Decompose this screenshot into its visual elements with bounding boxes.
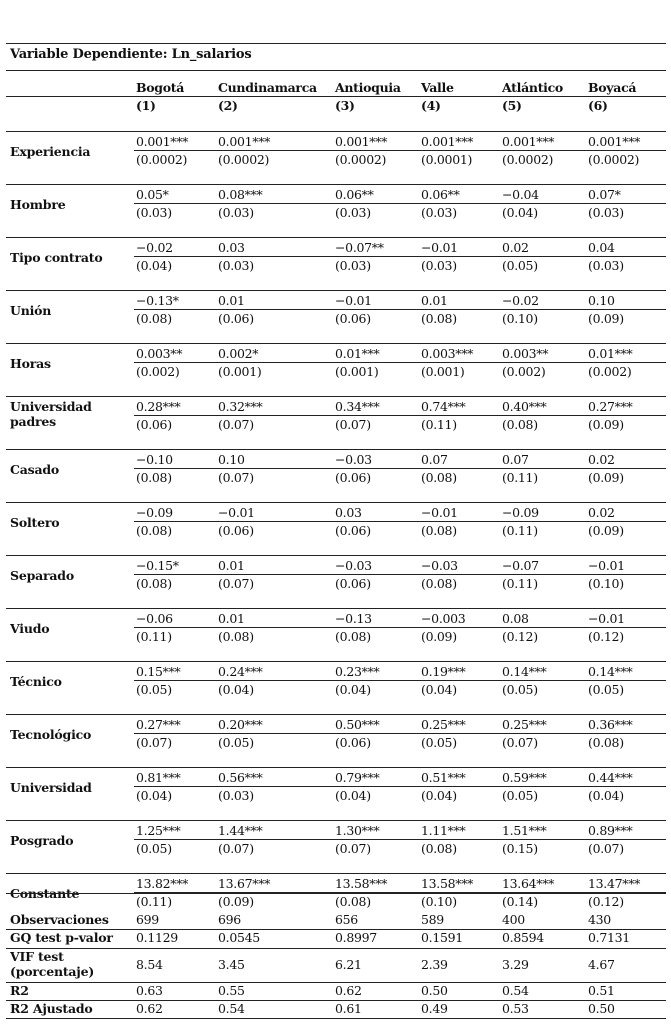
se-cell: (0.06) [335,311,371,326]
row-label: Universidad padres [10,399,92,429]
se-cell: (0.04) [588,788,624,803]
coef-cell: 0.01 [218,611,245,626]
stat-cell: 0.54 [218,1001,245,1016]
coef-cell: 0.14*** [502,664,547,679]
coef-cell: 0.001*** [136,134,189,149]
header-mid-rule [6,96,666,97]
se-cell: (0.07) [335,417,371,432]
row-rule [6,184,666,185]
row-sub-rule [134,362,666,363]
coef-cell: −0.13 [335,611,372,626]
row-label: Separado [10,568,74,583]
row-sub-rule [134,680,666,681]
coef-cell: −0.03 [421,558,458,573]
se-cell: (0.15) [502,841,538,856]
stat-cell: 589 [421,912,444,927]
coef-cell: 0.79*** [335,770,380,785]
coef-cell: 0.19*** [421,664,466,679]
row-label: Técnico [10,674,62,689]
se-cell: (0.05) [502,258,538,273]
stat-cell: 0.7131 [588,930,630,945]
coef-cell: 13.67*** [218,876,271,891]
se-cell: (0.06) [335,735,371,750]
coef-cell: 0.07 [421,452,448,467]
se-cell: (0.09) [588,470,624,485]
se-cell: (0.03) [335,258,371,273]
stat-cell: 6.21 [335,957,362,972]
se-cell: (0.05) [502,682,538,697]
top-rule [6,43,666,44]
coef-cell: 13.82*** [136,876,189,891]
coef-cell: 0.36*** [588,717,633,732]
coef-cell: 0.14*** [588,664,633,679]
se-cell: (0.07) [588,841,624,856]
stat-cell: 696 [218,912,241,927]
stat-label: GQ test p-valor [10,930,113,945]
column-header: Cundinamarca [218,80,317,95]
coef-cell: 0.08 [502,611,529,626]
coef-cell: 13.47*** [588,876,641,891]
se-cell: (0.0002) [218,152,270,167]
row-sub-rule [134,839,666,840]
stat-cell: 699 [136,912,159,927]
coef-cell: 0.003*** [421,346,474,361]
se-cell: (0.08) [421,841,457,856]
stat-cell: 4.67 [588,957,615,972]
row-sub-rule [134,468,666,469]
se-cell: (0.08) [502,417,538,432]
coef-cell: 0.01*** [335,346,380,361]
se-cell: (0.0002) [136,152,188,167]
coef-cell: 0.003** [136,346,183,361]
stat-cell: 0.62 [136,1001,163,1016]
se-cell: (0.11) [502,523,538,538]
coef-cell: 0.56*** [218,770,263,785]
se-cell: (0.06) [218,311,254,326]
coef-cell: −0.01 [588,558,625,573]
column-header: Atlántico [502,80,563,95]
table-title: Variable Dependiente: Ln_salarios [10,47,252,62]
se-cell: (0.07) [136,735,172,750]
row-rule [6,873,666,874]
stat-cell: 430 [588,912,611,927]
stat-cell: 0.62 [335,983,362,998]
header-top-rule [6,70,666,71]
row-label: Constante [10,886,80,901]
coef-cell: 0.20*** [218,717,263,732]
row-rule [6,608,666,609]
se-cell: (0.03) [421,205,457,220]
se-cell: (0.08) [421,576,457,591]
coef-cell: 0.74*** [421,399,466,414]
coef-cell: −0.01 [421,505,458,520]
coef-cell: 1.51*** [502,823,547,838]
se-cell: (0.07) [335,841,371,856]
column-header: Antioquia [335,80,401,95]
se-cell: (0.12) [502,629,538,644]
coef-cell: 0.002* [218,346,259,361]
stat-cell: 3.29 [502,957,529,972]
se-cell: (0.10) [421,894,457,909]
se-cell: (0.05) [588,682,624,697]
stat-cell: 0.63 [136,983,163,998]
row-rule [6,767,666,768]
se-cell: (0.07) [218,841,254,856]
se-cell: (0.08) [588,735,624,750]
coef-cell: 1.11*** [421,823,466,838]
row-sub-rule [134,574,666,575]
se-cell: (0.08) [421,523,457,538]
coef-cell: 0.02 [502,240,529,255]
coef-cell: −0.04 [502,187,539,202]
coef-cell: 0.10 [588,293,615,308]
coef-cell: 0.04 [588,240,615,255]
row-label: Viudo [10,621,50,636]
se-cell: (0.05) [136,841,172,856]
se-cell: (0.10) [588,576,624,591]
se-cell: (0.08) [136,470,172,485]
stat-cell: 0.8594 [502,930,544,945]
se-cell: (0.04) [421,682,457,697]
stat-cell: 0.61 [335,1001,362,1016]
stat-rule [6,1018,666,1019]
coef-cell: 0.08*** [218,187,263,202]
se-cell: (0.11) [502,470,538,485]
coef-cell: 0.24*** [218,664,263,679]
coef-cell: 0.07 [502,452,529,467]
coef-cell: −0.09 [502,505,539,520]
stat-cell: 400 [502,912,525,927]
se-cell: (0.09) [588,523,624,538]
se-cell: (0.09) [588,417,624,432]
stat-label: R2 Ajustado [10,1001,93,1016]
se-cell: (0.03) [136,205,172,220]
se-cell: (0.07) [502,735,538,750]
coef-cell: 0.23*** [335,664,380,679]
se-cell: (0.06) [335,470,371,485]
se-cell: (0.001) [335,364,379,379]
stat-cell: 8.54 [136,957,163,972]
coef-cell: 0.34*** [335,399,380,414]
se-cell: (0.08) [421,470,457,485]
coef-cell: 0.27*** [588,399,633,414]
coef-cell: 0.32*** [218,399,263,414]
row-sub-rule [134,786,666,787]
se-cell: (0.04) [335,682,371,697]
se-cell: (0.08) [335,894,371,909]
coef-cell: −0.01 [335,293,372,308]
se-cell: (0.03) [218,258,254,273]
coef-cell: 0.07* [588,187,621,202]
se-cell: (0.002) [136,364,180,379]
stat-cell: 0.50 [588,1001,615,1016]
row-rule [6,661,666,662]
se-cell: (0.04) [502,205,538,220]
coef-cell: 13.58*** [421,876,474,891]
se-cell: (0.10) [502,311,538,326]
se-cell: (0.08) [136,576,172,591]
stat-cell: 0.1591 [421,930,463,945]
coef-cell: 0.02 [588,452,615,467]
se-cell: (0.11) [136,894,172,909]
column-number: (3) [335,98,355,113]
se-cell: (0.03) [421,258,457,273]
se-cell: (0.11) [502,576,538,591]
stat-cell: 0.50 [421,983,448,998]
coef-cell: −0.03 [335,558,372,573]
coef-cell: −0.01 [421,240,458,255]
se-cell: (0.002) [588,364,632,379]
se-cell: (0.04) [421,788,457,803]
se-cell: (0.04) [136,258,172,273]
se-cell: (0.03) [335,205,371,220]
coef-cell: 0.44*** [588,770,633,785]
row-sub-rule [134,256,666,257]
column-number: (4) [421,98,441,113]
stat-cell: 3.45 [218,957,245,972]
row-rule [6,820,666,821]
se-cell: (0.04) [136,788,172,803]
row-rule [6,396,666,397]
se-cell: (0.12) [588,894,624,909]
row-sub-rule [134,733,666,734]
row-label: Tipo contrato [10,250,103,265]
coef-cell: 0.03 [218,240,245,255]
header-bottom-rule [6,131,666,132]
coef-cell: 0.001*** [421,134,474,149]
row-label: Horas [10,356,51,371]
stat-cell: 0.51 [588,983,615,998]
se-cell: (0.07) [218,417,254,432]
coef-cell: 0.81*** [136,770,181,785]
row-sub-rule [134,150,666,151]
stat-label: R2 [10,983,29,998]
stat-label: VIF test (porcentaje) [10,949,95,979]
coef-cell: −0.02 [136,240,173,255]
row-rule [6,502,666,503]
row-sub-rule [134,415,666,416]
coef-cell: 0.40*** [502,399,547,414]
se-cell: (0.05) [502,788,538,803]
se-cell: (0.001) [218,364,262,379]
coef-cell: 0.89*** [588,823,633,838]
se-cell: (0.07) [218,576,254,591]
se-cell: (0.03) [588,258,624,273]
row-label: Posgrado [10,833,74,848]
column-number: (2) [218,98,238,113]
se-cell: (0.002) [502,364,546,379]
coef-cell: 0.25*** [421,717,466,732]
row-label: Casado [10,462,60,477]
row-sub-rule [134,521,666,522]
coef-cell: −0.09 [136,505,173,520]
se-cell: (0.001) [421,364,465,379]
stat-cell: 0.55 [218,983,245,998]
coef-cell: 1.30*** [335,823,380,838]
coef-cell: 0.001*** [335,134,388,149]
row-label: Soltero [10,515,60,530]
se-cell: (0.0001) [421,152,473,167]
coef-cell: −0.03 [335,452,372,467]
stat-cell: 0.53 [502,1001,529,1016]
se-cell: (0.09) [218,894,254,909]
se-cell: (0.11) [136,629,172,644]
se-cell: (0.07) [218,470,254,485]
row-label: Unión [10,303,52,318]
se-cell: (0.09) [421,629,457,644]
coef-cell: −0.06 [136,611,173,626]
row-rule [6,555,666,556]
stat-cell: 0.49 [421,1001,448,1016]
coef-cell: 13.58*** [335,876,388,891]
se-cell: (0.11) [421,417,457,432]
se-cell: (0.04) [335,788,371,803]
se-cell: (0.08) [136,311,172,326]
row-label: Tecnológico [10,727,92,742]
se-cell: (0.08) [335,629,371,644]
coef-cell: 0.02 [588,505,615,520]
coef-cell: 0.59*** [502,770,547,785]
stat-cell: 2.39 [421,957,448,972]
coef-cell: −0.07** [335,240,384,255]
stat-cell: 656 [335,912,358,927]
coef-cell: −0.02 [502,293,539,308]
row-rule [6,714,666,715]
se-cell: (0.0002) [502,152,554,167]
stat-cell: 0.1129 [136,930,178,945]
se-cell: (0.08) [136,523,172,538]
stat-cell: 0.0545 [218,930,260,945]
column-header: Valle [421,80,454,95]
se-cell: (0.0002) [335,152,387,167]
coef-cell: 0.001*** [218,134,271,149]
row-sub-rule [134,309,666,310]
stat-cell: 0.8997 [335,930,377,945]
se-cell: (0.03) [588,205,624,220]
coef-cell: 0.06** [335,187,374,202]
coef-cell: −0.13* [136,293,179,308]
row-rule [6,449,666,450]
section-rule [6,893,666,894]
coef-cell: 0.05* [136,187,169,202]
se-cell: (0.05) [421,735,457,750]
coef-cell: 0.03 [335,505,362,520]
column-number: (5) [502,98,522,113]
column-number: (6) [588,98,608,113]
coef-cell: −0.10 [136,452,173,467]
coef-cell: 0.01*** [588,346,633,361]
row-label: Universidad [10,780,92,795]
coef-cell: −0.15* [136,558,179,573]
coef-cell: 0.01 [421,293,448,308]
se-cell: (0.04) [218,682,254,697]
se-cell: (0.06) [218,523,254,538]
coef-cell: 0.28*** [136,399,181,414]
coef-cell: 0.01 [218,293,245,308]
column-header: Boyacá [588,80,637,95]
stat-label: Observaciones [10,912,109,927]
column-header: Bogotá [136,80,185,95]
coef-cell: −0.003 [421,611,466,626]
se-cell: (0.05) [136,682,172,697]
row-rule [6,290,666,291]
coef-cell: 0.001*** [588,134,641,149]
se-cell: (0.0002) [588,152,640,167]
coef-cell: 0.10 [218,452,245,467]
coef-cell: −0.07 [502,558,539,573]
coef-cell: 0.27*** [136,717,181,732]
stat-cell: 0.54 [502,983,529,998]
row-label: Experiencia [10,144,91,159]
se-cell: (0.06) [136,417,172,432]
coef-cell: 0.01 [218,558,245,573]
row-sub-rule [134,203,666,204]
se-cell: (0.05) [218,735,254,750]
se-cell: (0.09) [588,311,624,326]
column-number: (1) [136,98,156,113]
se-cell: (0.06) [335,523,371,538]
se-cell: (0.08) [218,629,254,644]
se-cell: (0.06) [335,576,371,591]
coef-cell: −0.01 [218,505,255,520]
row-rule [6,237,666,238]
coef-cell: 0.25*** [502,717,547,732]
row-label: Hombre [10,197,66,212]
se-cell: (0.03) [218,205,254,220]
se-cell: (0.08) [421,311,457,326]
coef-cell: 0.003** [502,346,549,361]
coef-cell: 1.44*** [218,823,263,838]
coef-cell: 1.25*** [136,823,181,838]
coef-cell: −0.01 [588,611,625,626]
coef-cell: 0.51*** [421,770,466,785]
row-rule [6,343,666,344]
coef-cell: 0.06** [421,187,460,202]
coef-cell: 0.50*** [335,717,380,732]
row-sub-rule [134,627,666,628]
coef-cell: 13.64*** [502,876,555,891]
se-cell: (0.12) [588,629,624,644]
se-cell: (0.14) [502,894,538,909]
coef-cell: 0.15*** [136,664,181,679]
se-cell: (0.03) [218,788,254,803]
coef-cell: 0.001*** [502,134,555,149]
